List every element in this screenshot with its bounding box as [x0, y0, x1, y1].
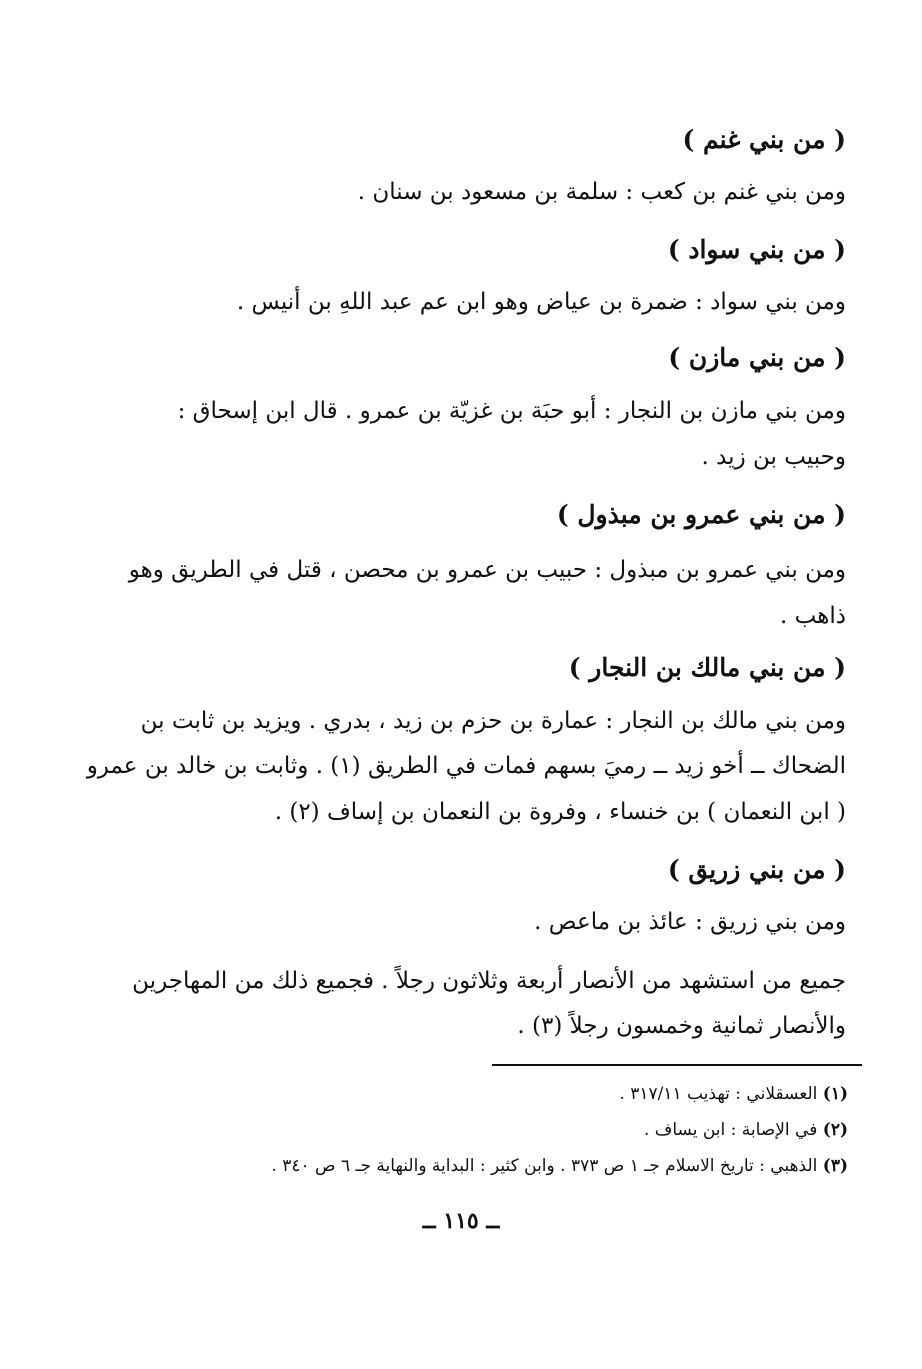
section-line: ومن بني سواد : ضمرة بن عياض وهو ابن عم عبد اللهِ بن أنيس . [236, 289, 846, 315]
summary-line: جميع من استشهد من الأنصار أربعة وثلاثون رجلاً . فجميع ذلك من المهاجرين [132, 968, 846, 994]
section-line: ومن بني مازن بن النجار : أبو حبَة بن غزيّة بن عمرو . قال ابن إسحاق : [177, 398, 846, 424]
footnote-text: العسقلاني : تهذيب ٣١٧/١١ . [619, 1084, 818, 1104]
section-heading: ( من بني سواد ) [667, 235, 846, 264]
page-number: ــ ١١٥ ــ [422, 1208, 500, 1234]
footnote-number: (٣) [822, 1156, 848, 1176]
footnote-divider [492, 1064, 862, 1066]
footnote-text: الذهبي : تاريخ الاسلام جـ ١ ص ٣٧٣ . وابن كثير : البداية والنهاية جـ ٦ ص ٣٤٠ . [271, 1156, 818, 1176]
summary-line: والأنصار ثمانية وخمسون رجلاً (٣) . [517, 1013, 846, 1039]
section-line: وحبيب بن زيد . [701, 444, 846, 470]
footnote-number: (٢) [822, 1120, 848, 1140]
footnote [271, 1150, 848, 1182]
section-heading: ( من بني عمرو بن مبذول ) [556, 500, 846, 529]
section-line: الضحاك ــ أخو زيد ــ رميَ بسهم فمات في الطريق (١) . وثابت بن خالد بن عمرو [86, 753, 846, 779]
section-line: ومن بني عمرو بن مبذول : حبيب بن عمرو بن محصن ، قتل في الطريق وهو [128, 557, 846, 583]
section-heading: ( من بني زريق ) [667, 855, 846, 884]
section-heading: ( من بني مازن ) [668, 343, 846, 372]
footnote-text: في الإصابة : ابن يساف . [643, 1120, 818, 1140]
footnote [644, 1114, 848, 1146]
section-line: ومن بني مالك بن النجار : عمارة بن حزم بن زيد ، بدري . ويزيد بن ثابت بن [140, 708, 846, 734]
section-line: ومن بني زريق : عائذ بن ماعص . [534, 909, 846, 935]
footnote-number: (١) [822, 1084, 848, 1104]
footnote [619, 1078, 848, 1110]
section-line: ذاهب . [780, 603, 846, 629]
section-heading: ( من بني غنم ) [682, 125, 846, 154]
section-line: ( ابن النعمان ) بن خنساء ، وفروة بن النعمان بن إساف (٢) . [274, 799, 846, 825]
section-heading: ( من بني مالك بن النجار ) [568, 653, 846, 682]
section-line: ومن بني غنم بن كعب : سلمة بن مسعود بن سنان . [357, 179, 846, 205]
